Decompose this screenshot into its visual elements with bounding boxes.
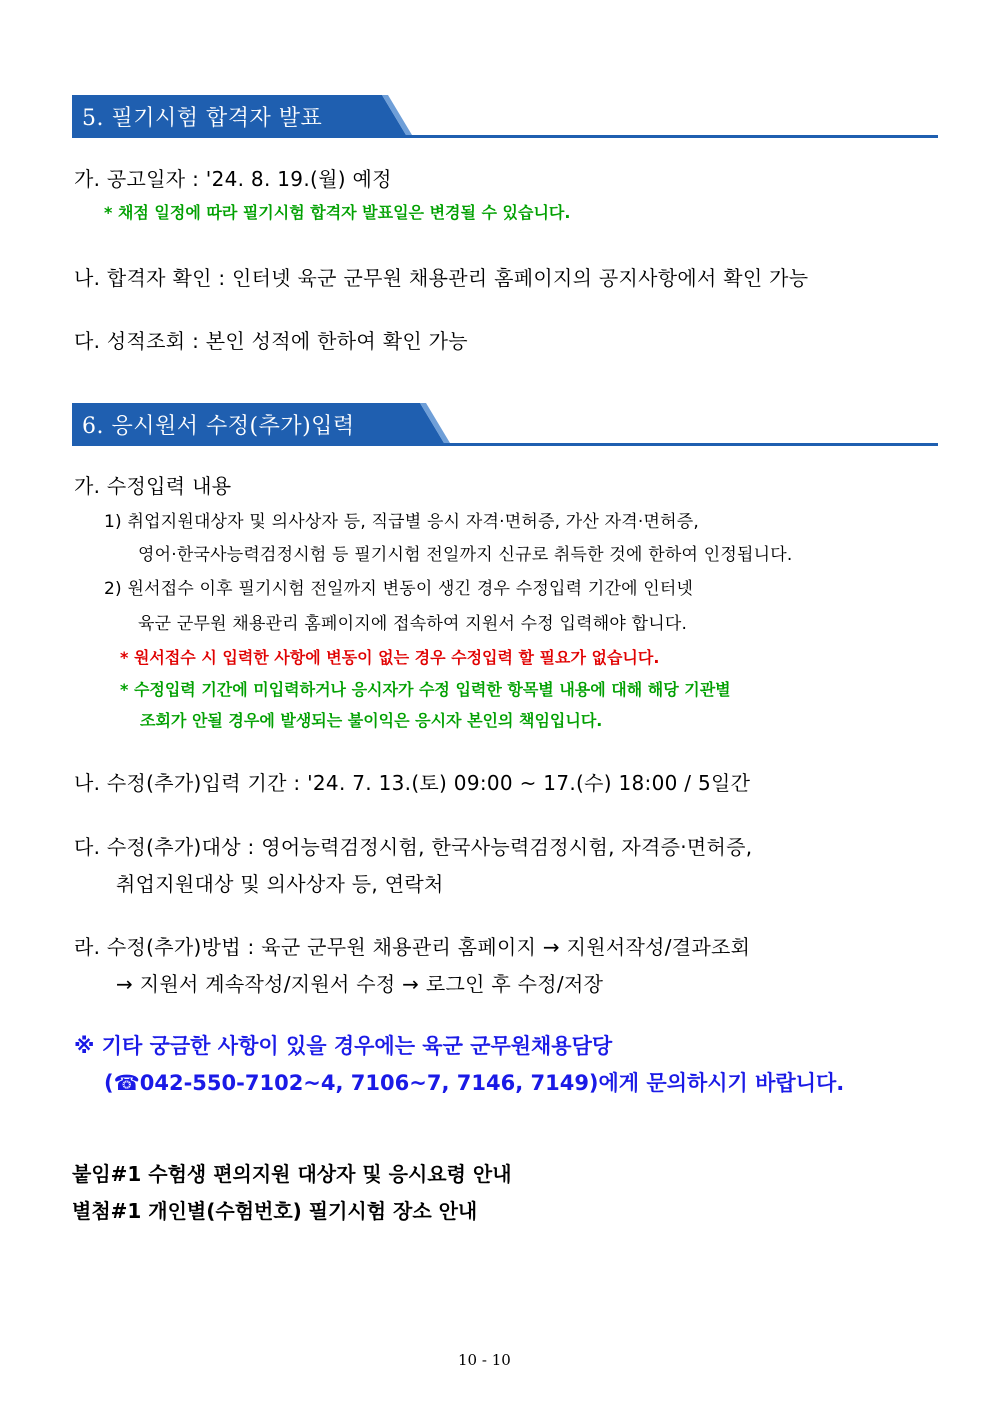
sec5-item-b: 나. 합격자 확인 : 인터넷 육군 군무원 채용관리 홈페이지의 공지사항에서 확인 가능 (74, 266, 809, 290)
sec6-item-c-line2: 취업지원대상 및 의사상자 등, 연락처 (116, 872, 444, 896)
sec6-item-a2-line1: 2) 원서접수 이후 필기시험 전일까지 변동이 생긴 경우 수정입력 기간에 인터넷 (104, 579, 694, 599)
sec6-note-green-line2: 조회가 안될 경우에 발생되는 불이익은 응시자 본인의 책임입니다. (140, 711, 603, 730)
attachment-2: 별첨#1 개인별(수험번호) 필기시험 장소 안내 (72, 1199, 478, 1223)
sec6-item-a1-line1: 1) 취업지원대상자 및 의사상자 등, 직급별 응시 자격·면허증, 가산 자격·면허증, (104, 512, 699, 532)
sec6-note-red: * 원서접수 시 입력한 사항에 변동이 없는 경우 수정입력 할 필요가 없습니다. (120, 648, 660, 667)
sec6-item-d-line2: → 지원서 계속작성/지원서 수정 → 로그인 후 수정/저장 (116, 972, 604, 996)
section-5-title: 5. 필기시험 합격자 발표 (82, 106, 323, 131)
sec5-item-a-note: * 채점 일정에 따라 필기시험 합격자 발표일은 변경될 수 있습니다. (104, 203, 571, 222)
section-6-header (72, 403, 938, 449)
sec6-item-d-line1: 라. 수정(추가)방법 : 육군 군무원 채용관리 홈페이지 → 지원서작성/결과조회 (74, 935, 751, 959)
section-6-title: 6. 응시원서 수정(추가)입력 (82, 414, 355, 439)
sec6-note-green-line1: * 수정입력 기간에 미입력하거나 응시자가 수정 입력한 항목별 내용에 대해 해당 기관별 (120, 680, 731, 699)
sec6-item-b: 나. 수정(추가)입력 기간 : '24. 7. 13.(토) 09:00 ~ 17.(수) 18:00 / 5일간 (74, 771, 751, 795)
attachment-1: 붙임#1 수험생 편의지원 대상자 및 응시요령 안내 (72, 1162, 512, 1186)
contact-line1: ※ 기타 궁금한 사항이 있을 경우에는 육군 군무원채용담당 (74, 1034, 613, 1058)
sec5-item-c: 다. 성적조회 : 본인 성적에 한하여 확인 가능 (74, 329, 468, 353)
contact-line2: (☎042-550-7102~4, 7106~7, 7146, 7149)에게 문의하시기 바랍니다. (104, 1071, 845, 1095)
section-5-header (72, 95, 938, 141)
page-number: 10 - 10 (458, 1351, 511, 1369)
sec6-item-a2-line2: 육군 군무원 채용관리 홈페이지에 접속하여 지원서 수정 입력해야 합니다. (138, 614, 688, 634)
sec6-item-c-line1: 다. 수정(추가)대상 : 영어능력검정시험, 한국사능력검정시험, 자격증·면허증, (74, 835, 753, 859)
sec5-item-a: 가. 공고일자 : '24. 8. 19.(월) 예정 (74, 167, 392, 191)
sec6-item-a: 가. 수정입력 내용 (74, 474, 232, 498)
sec6-item-a1-line2: 영어·한국사능력검정시험 등 필기시험 전일까지 신규로 취득한 것에 한하여 인정됩니다. (138, 545, 793, 565)
